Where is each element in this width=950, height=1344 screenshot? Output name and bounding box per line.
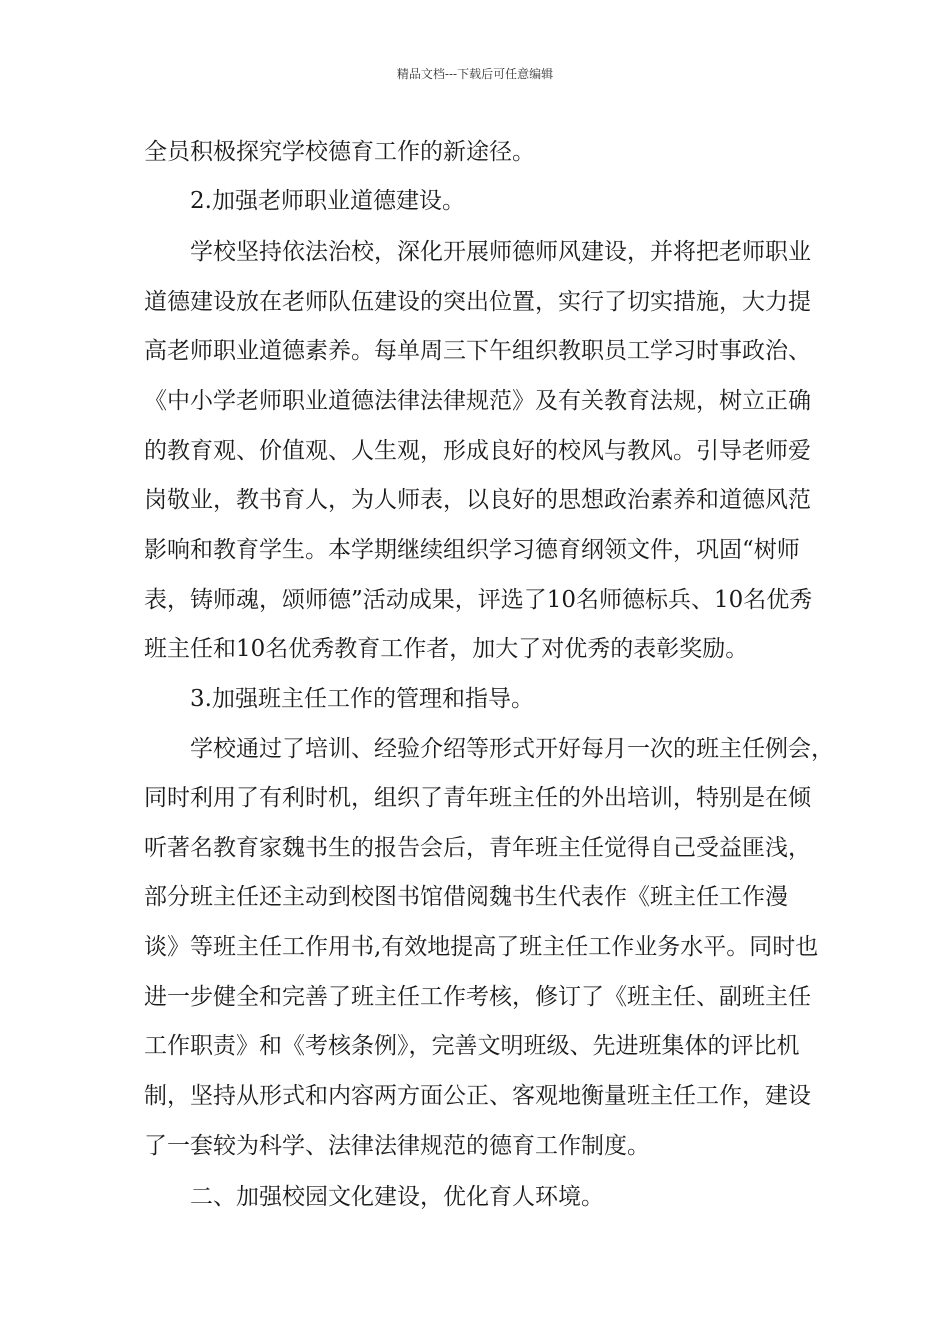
text-line: 的教育观、价值观、人生观，形成良好的校风与教风。引导老师爱 <box>144 438 811 464</box>
text-line: 同时利用了有利时机，组织了青年班主任的外出培训，特别是在倾 <box>144 785 811 811</box>
text-line: 进一步健全和完善了班主任工作考核，修订了《班主任、副班主任 <box>144 984 811 1010</box>
text-line: 工作职责》和《考核条例》，完善文明班级、先进班集体的评比机 <box>144 1033 800 1059</box>
text-line: 学校坚持依法治校，深化开展师德师风建设，并将把老师职业 <box>190 239 811 265</box>
section-heading-3: 3.加强班主任工作的管理和指导。 <box>190 686 534 712</box>
section-heading-2: 2.加强老师职业道德建设。 <box>190 188 465 214</box>
page-header: 精品文档---下载后可任意编辑 <box>396 67 554 81</box>
text-line: 高老师职业道德素养。每单周三下午组织教职员工学习时事政治、 <box>144 338 811 364</box>
text-line: 了一套较为科学、法律法律规范的德育工作制度。 <box>144 1133 650 1159</box>
text-line: 全员积极探究学校德育工作的新途径。 <box>144 139 535 165</box>
text-line: 道德建设放在老师队伍建设的突出位置，实行了切实措施，大力提 <box>144 289 811 315</box>
text-line: 谈》等班主任工作用书,有效地提高了班主任工作业务水平。同时也 <box>144 934 819 960</box>
text-line: 部分班主任还主动到校图书馆借阅魏书生代表作《班主任工作漫 <box>144 884 788 910</box>
text-line: 《中小学老师职业道德法律法律规范》及有关教育法规，树立正确 <box>144 388 811 414</box>
text-line: 听著名教育家魏书生的报告会后，青年班主任觉得自己受益匪浅， <box>144 835 811 861</box>
text-line: 表，铸师魂，颂师德”活动成果，评选了10名师德标兵、10名优秀 <box>144 587 813 613</box>
text-line: 制，坚持从形式和内容两方面公正、客观地衡量班主任工作，建设 <box>144 1083 811 1109</box>
text-line: 学校通过了培训、经验介绍等形式开好每月一次的班主任例会， <box>190 736 834 762</box>
text-line: 岗敬业，教书育人，为人师表，以良好的思想政治素养和道德风范 <box>144 487 811 513</box>
section-heading-two: 二、加强校园文化建设，优化育人环境。 <box>190 1184 604 1210</box>
text-line: 影响和教育学生。本学期继续组织学习德育纲领文件，巩固“树师 <box>144 537 800 563</box>
text-line: 班主任和10名优秀教育工作者，加大了对优秀的表彰奖励。 <box>144 636 749 662</box>
